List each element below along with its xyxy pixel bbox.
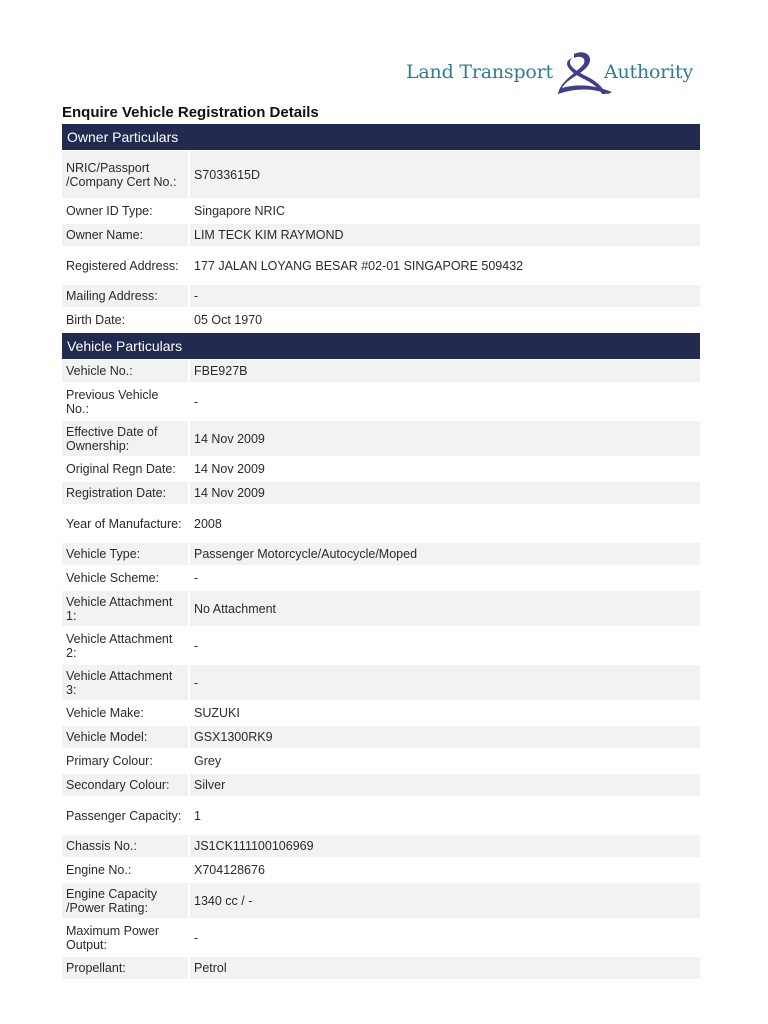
vehicle-row-year	[62, 506, 700, 541]
owner-row-id-type	[62, 200, 700, 222]
row-label: Mailing Address:	[62, 285, 188, 307]
row-value: GSX1300RK9	[190, 726, 700, 748]
vehicle-row-attachment-3	[62, 665, 700, 700]
vehicle-rows	[62, 360, 700, 979]
vehicle-row-original-regn	[62, 458, 700, 480]
vehicle-row-engine-capacity	[62, 883, 700, 918]
row-label: Effective Date of Ownership:	[62, 421, 188, 456]
vehicle-section-header: Vehicle Particulars	[62, 333, 700, 359]
row-label: NRIC/Passport /Company Cert No.:	[62, 151, 188, 198]
vehicle-row-registration-date	[62, 482, 700, 504]
row-label: Year of Manufacture:	[62, 506, 188, 541]
owner-row-name	[62, 224, 700, 246]
row-label: Owner Name:	[62, 224, 188, 246]
row-label: Secondary Colour:	[62, 774, 188, 796]
row-value: X704128676	[190, 859, 700, 881]
row-value: Passenger Motorcycle/Autocycle/Moped	[190, 543, 700, 565]
row-value: Grey	[190, 750, 700, 772]
vehicle-row-vehicle-no	[62, 360, 700, 382]
row-value: No Attachment	[190, 591, 700, 626]
vehicle-row-previous-no	[62, 384, 700, 419]
row-label: Registration Date:	[62, 482, 188, 504]
owner-section-header: Owner Particulars	[62, 124, 700, 150]
row-label: Vehicle Attachment 3:	[62, 665, 188, 700]
row-value: -	[190, 665, 700, 700]
row-value: 05 Oct 1970	[190, 309, 700, 331]
row-value: FBE927B	[190, 360, 700, 382]
vehicle-row-propellant	[62, 957, 700, 979]
row-label: Owner ID Type:	[62, 200, 188, 222]
row-value: Silver	[190, 774, 700, 796]
vehicle-row-type	[62, 543, 700, 565]
row-value: Petrol	[190, 957, 700, 979]
row-value: 14 Nov 2009	[190, 482, 700, 504]
vehicle-row-effective-date	[62, 421, 700, 456]
vehicle-row-secondary-colour	[62, 774, 700, 796]
logo-text-left: Land Transport	[406, 61, 553, 83]
row-value: Singapore NRIC	[190, 200, 700, 222]
row-label: Vehicle No.:	[62, 360, 188, 382]
row-value: 1	[190, 798, 700, 833]
row-label: Birth Date:	[62, 309, 188, 331]
vehicle-row-engine-no	[62, 859, 700, 881]
page-title: Enquire Vehicle Registration Details	[62, 104, 319, 121]
vehicle-row-model	[62, 726, 700, 748]
row-value: LIM TECK KIM RAYMOND	[190, 224, 700, 246]
row-value: -	[190, 567, 700, 589]
row-value: S7033615D	[190, 151, 700, 198]
row-label: Previous Vehicle No.:	[62, 384, 188, 419]
vehicle-row-passenger-capacity	[62, 798, 700, 833]
row-value: 14 Nov 2009	[190, 458, 700, 480]
row-label: Original Regn Date:	[62, 458, 188, 480]
row-label: Propellant:	[62, 957, 188, 979]
row-value: 2008	[190, 506, 700, 541]
owner-row-nric	[62, 151, 700, 198]
row-value: -	[190, 920, 700, 955]
row-label: Vehicle Model:	[62, 726, 188, 748]
vehicle-row-attachment-2	[62, 628, 700, 663]
row-label: Chassis No.:	[62, 835, 188, 857]
row-label: Registered Address:	[62, 248, 188, 283]
row-value: JS1CK111100106969	[190, 835, 700, 857]
row-label: Vehicle Attachment 1:	[62, 591, 188, 626]
vehicle-row-scheme	[62, 567, 700, 589]
row-label: Engine No.:	[62, 859, 188, 881]
owner-rows	[62, 151, 700, 331]
vehicle-row-make	[62, 702, 700, 724]
row-label: Passenger Capacity:	[62, 798, 188, 833]
row-value: -	[190, 384, 700, 419]
row-value: 1340 cc / -	[190, 883, 700, 918]
owner-row-birth-date	[62, 309, 700, 331]
row-value: SUZUKI	[190, 702, 700, 724]
vehicle-row-max-power	[62, 920, 700, 955]
row-label: Primary Colour:	[62, 750, 188, 772]
owner-row-mailing	[62, 285, 700, 307]
row-value: -	[190, 285, 700, 307]
row-value: -	[190, 628, 700, 663]
owner-row-address	[62, 248, 700, 283]
row-label: Vehicle Scheme:	[62, 567, 188, 589]
vehicle-row-chassis-no	[62, 835, 700, 857]
row-label: Vehicle Type:	[62, 543, 188, 565]
row-value: 177 JALAN LOYANG BESAR #02-01 SINGAPORE 509432	[190, 248, 700, 283]
vehicle-row-primary-colour	[62, 750, 700, 772]
logo-text-right: Authority	[604, 61, 693, 83]
row-value: 14 Nov 2009	[190, 421, 700, 456]
row-label: Maximum Power Output:	[62, 920, 188, 955]
row-label: Vehicle Make:	[62, 702, 188, 724]
row-label: Engine Capacity /Power Rating:	[62, 883, 188, 918]
lta-logo	[406, 50, 702, 98]
row-label: Vehicle Attachment 2:	[62, 628, 188, 663]
registration-sheet	[62, 124, 700, 981]
vehicle-row-attachment-1	[62, 591, 700, 626]
